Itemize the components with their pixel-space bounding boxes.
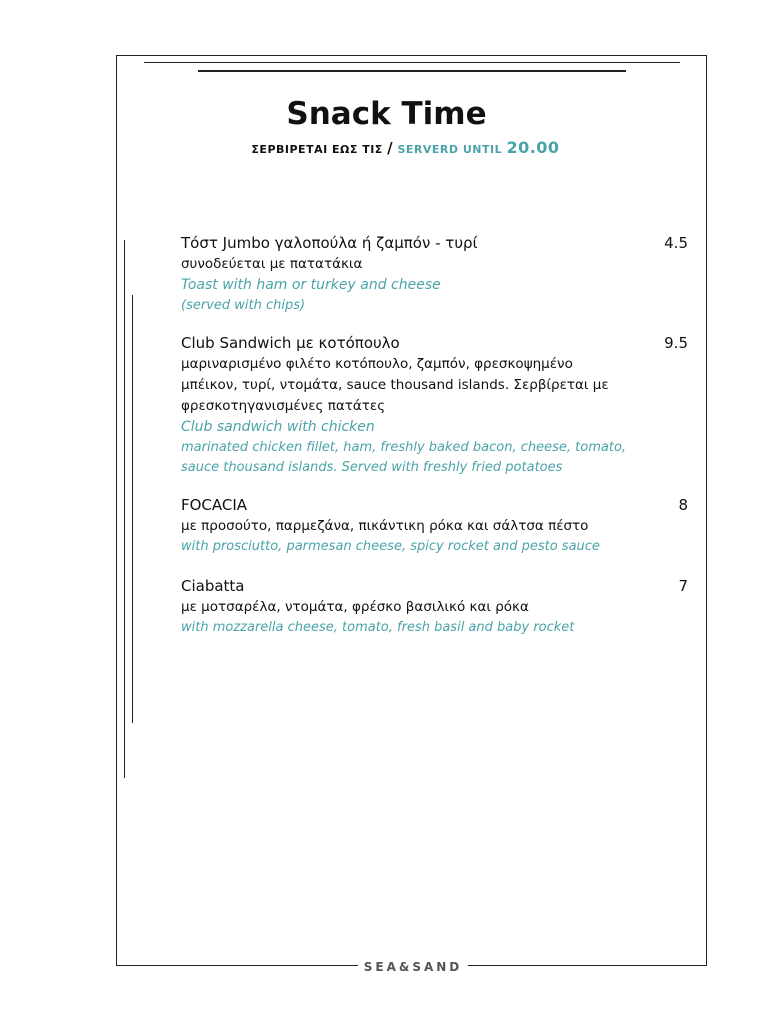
menu-item-focacia [181,495,691,557]
item-description: μαριναρισμένο φιλέτο κοτόπουλο, ζαμπόν, φρεσκοψημένο [181,356,573,372]
item-name: Τόστ Jumbo γαλοπούλα ή ζαμπόν - τυρί [181,234,478,252]
item-english-description: sauce thousand islands. Served with freshly fried potatoes [181,460,563,475]
serving-hours [0,138,773,157]
item-description: φρεσκοτηγανισμένες πατάτες [181,398,386,414]
item-description: μπέικον, τυρί, ντομάτα, sauce thousand islands. Σερβίρεται με [181,377,609,393]
top-rule-thick [198,70,626,72]
item-english-description: with prosciutto, parmesan cheese, spicy rocket and pesto sauce [181,539,600,554]
side-rule-outer [124,240,125,778]
serving-hours-english: SERVERD UNTIL [397,143,503,156]
item-english-description: with mozzarella cheese, tomato, fresh basil and baby rocket [181,620,575,635]
brand-footer: SEA&SAND [358,956,468,978]
item-price: 9.5 [664,334,688,352]
menu-item-club-sandwich [181,333,691,478]
item-name: FOCACIA [181,496,248,514]
top-rule [144,62,680,63]
serving-hours-greek: ΣΕΡΒΙΡΕΤΑΙ ΕΩΣ ΤΙΣ [251,143,383,156]
item-name: Club Sandwich με κοτόπουλο [181,334,400,352]
menu-item-toast [181,233,691,316]
item-description: με μοτσαρέλα, ντομάτα, φρέσκο βασιλικό και ρόκα [181,599,529,615]
item-english-name: Toast with ham or turkey and cheese [181,277,441,293]
serving-hours-time: 20.00 [506,138,560,157]
page-title: Snack Time [286,96,487,132]
menu-item-ciabatta [181,576,691,638]
item-english-name: Club sandwich with chicken [181,419,375,435]
side-rule-inner [132,295,133,723]
serving-hours-divider: / [387,139,394,157]
item-description: συνοδεύεται με πατατάκια [181,256,363,272]
item-price: 7 [678,577,688,595]
item-name: Ciabatta [181,577,245,595]
item-description: με προσούτο, παρμεζάνα, πικάντικη ρόκα και σάλτσα πέστο [181,518,589,534]
item-english-description: marinated chicken fillet, ham, freshly baked bacon, cheese, tomato, [181,440,627,455]
item-english-description: (served with chips) [181,298,306,313]
item-price: 4.5 [664,234,688,252]
item-price: 8 [678,496,688,514]
